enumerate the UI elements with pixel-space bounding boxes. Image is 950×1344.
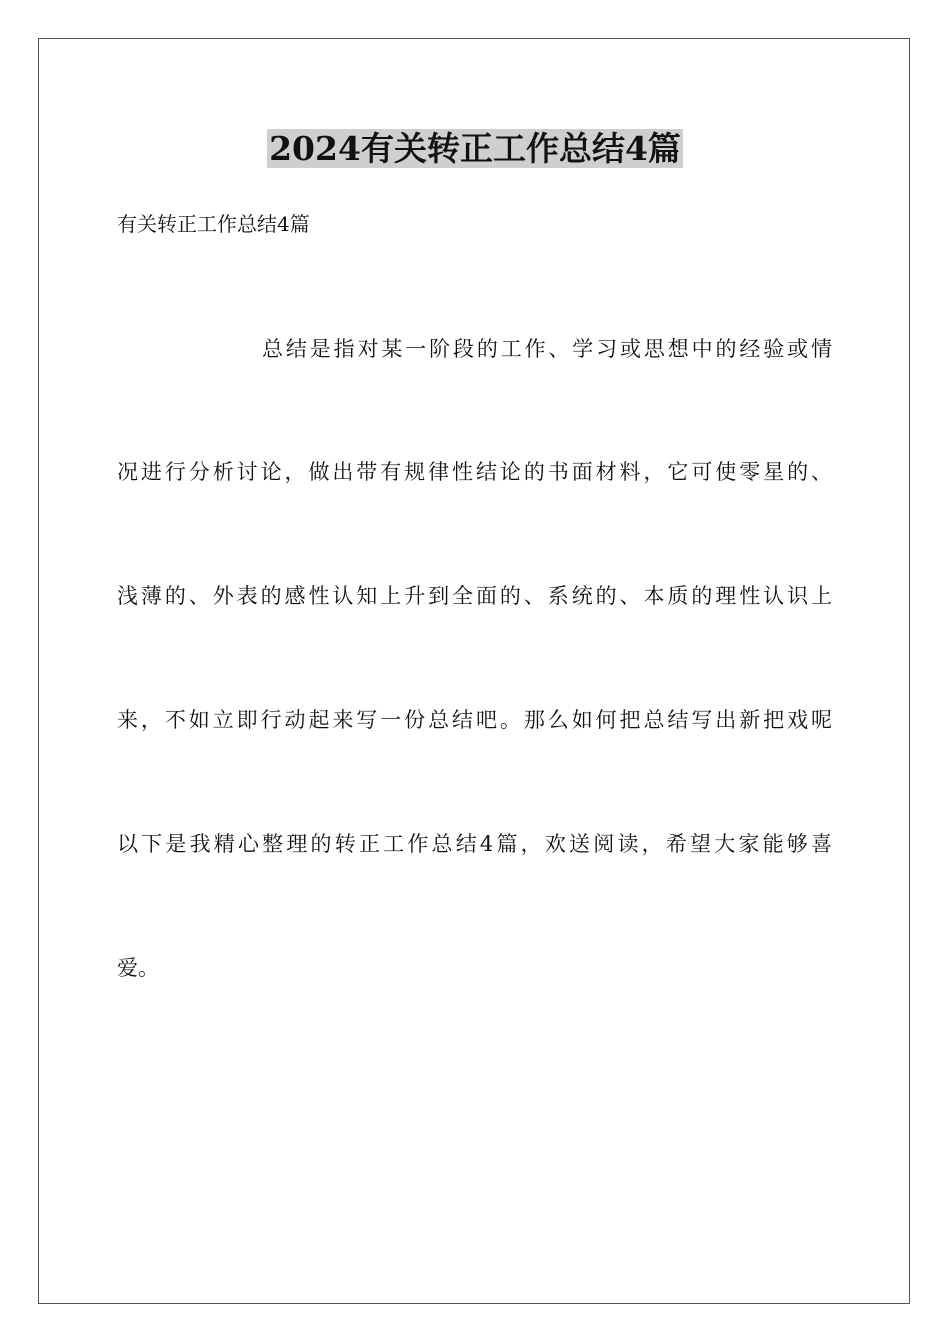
body-line: 浅薄的、外表的感性认知上升到全面的、系统的、本质的理性认识上 xyxy=(117,584,832,608)
document-subtitle: 有关转正工作总结4篇 xyxy=(117,212,310,236)
document-title xyxy=(0,128,950,170)
body-line: 况进行分析讨论，做出带有规律性结论的书面材料，它可使零星的、 xyxy=(117,460,832,484)
body-line: 以下是我精心整理的转正工作总结4篇，欢送阅读，希望大家能够喜 xyxy=(117,832,832,856)
document-title-text: 2024有关转正工作总结4篇 xyxy=(269,129,681,168)
body-line: 总结是指对某一阶段的工作、学习或思想中的经验或情 xyxy=(262,337,832,361)
body-line: 来，不如立即行动起来写一份总结吧。那么如何把总结写出新把戏呢 xyxy=(117,708,832,732)
body-line: 爱。 xyxy=(117,956,159,980)
